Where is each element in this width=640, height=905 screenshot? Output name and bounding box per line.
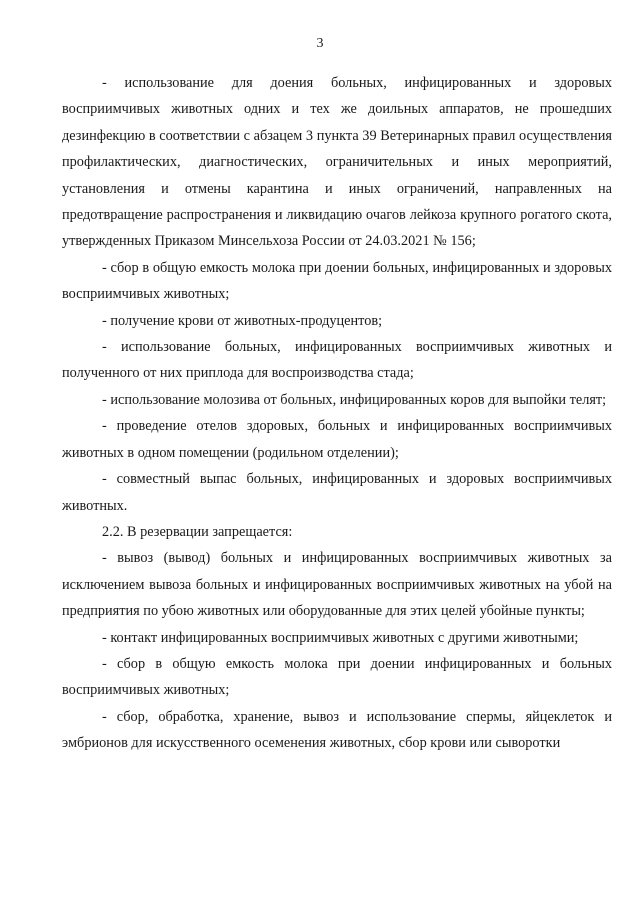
paragraph-semen-embryos: - сбор, обработка, хранение, вывоз и использование спермы, яйцеклеток и эмбрионов для искусственного осеменения животных, сбор крови или сыворотки (62, 708, 612, 752)
document-body (62, 70, 612, 757)
page-number: 3 (316, 36, 324, 51)
paragraph-grazing: - совместный выпас больных, инфицированных и здоровых восприимчивых животных. (62, 471, 612, 514)
paragraph-common-milk-container: - сбор в общую емкость молока при доении больных, инфицированных и здоровых восприимчивых животных; (62, 259, 612, 303)
paragraph-removal-of-animals: - вывоз (вывод) больных и инфицированных восприимчивых животных за исключением вывоза больных и инфицированных восприимчивых животных на убой на предприятия по убою животных или оборудованные для этих целей убойные пункты; (62, 550, 612, 620)
paragraph-herd-reproduction: - использование больных, инфицированных восприимчивых животных и полученного от них приплода для воспроизводства стада; (62, 339, 612, 382)
paragraph-blood-collection: - получение крови от животных-продуцентов; (102, 312, 383, 329)
section-heading-reservation: 2.2. В резервации запрещается: (102, 523, 293, 540)
paragraph-milking-equipment: - использование для доения больных, инфицированных и здоровых восприимчивых животных одних и тех же доильных аппаратов, не прошедших дезинфекцию в соответствии с абзацем 3 пункта 39 Ветеринарных правил осуществления профилактических, диагностических, ограничительных и иных мероприятий, установления и отмены карантина и иных ограничений, направленных на предотвращение распространения и ликвидацию очагов лейкоза крупного рогатого скота, утвержденных Приказом Минсельхоза России от 24.03.2021 № 156; (62, 75, 612, 250)
paragraph-contact: - контакт инфицированных восприимчивых животных с другими животными; (102, 629, 579, 646)
paragraph-colostrum: - использование молозива от больных, инфицированных коров для выпойки телят; (102, 391, 607, 408)
paragraph-calving: - проведение отелов здоровых, больных и инфицированных восприимчивых животных в одном помещении (родильном отделении); (62, 418, 612, 461)
paragraph-common-milk-container-reservation: - сбор в общую емкость молока при доении инфицированных и больных восприимчивых животных; (62, 655, 612, 699)
